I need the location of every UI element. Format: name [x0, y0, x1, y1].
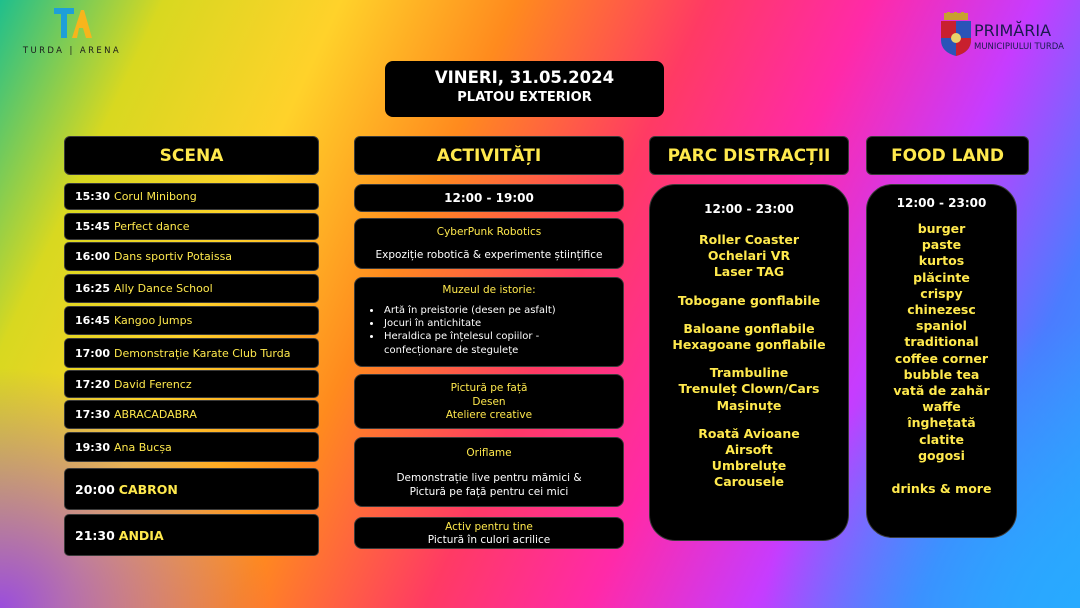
scena-time: 16:45: [75, 314, 111, 327]
parc-group: [650, 232, 848, 281]
food-item: coffee corner: [894, 350, 989, 366]
food-item: paste: [921, 237, 962, 253]
header-parc: PARC DISTRACȚII: [649, 136, 849, 175]
parc-group: [650, 365, 848, 414]
turda-arena-mark-icon: [52, 6, 92, 40]
activity-desc: Pictură în culori acrilice: [427, 534, 551, 546]
food-item: clatite: [919, 431, 964, 447]
scena-row: [64, 370, 319, 398]
primaria-logo: [938, 12, 1068, 64]
scena-name: Demonstrație Karate Club Turda: [114, 346, 291, 360]
parc-group: [650, 293, 848, 309]
attraction: Airsoft: [725, 442, 773, 458]
activity-line: Desen: [472, 395, 506, 408]
food-item: waffe: [922, 399, 961, 415]
header-food: FOOD LAND: [866, 136, 1029, 175]
parc-hours: 12:00 - 23:00: [704, 202, 794, 216]
food-item: bubble tea: [903, 366, 980, 382]
attraction: Mașinuțe: [716, 397, 782, 413]
scena-name: Ally Dance School: [114, 282, 213, 295]
scena-row: [64, 338, 319, 368]
scena-row: [64, 274, 319, 303]
activity-desc: Pictură pe față pentru cei mici: [409, 485, 569, 498]
food-item: spaniol: [916, 318, 967, 334]
muzeu-list: [355, 304, 623, 357]
activity-activ: [354, 517, 624, 549]
list-item: • Heraldica pe înțelesul copiilor -: [382, 330, 623, 343]
activity-desc: Expoziție robotică & experimente științifice: [375, 249, 603, 261]
attraction: Roată Avioane: [698, 425, 800, 441]
activity-line: Pictură pe față: [450, 382, 528, 394]
food-panel: [866, 184, 1017, 538]
scena-time: 17:00: [75, 346, 111, 360]
food-item: kurtos: [918, 253, 965, 269]
attraction: Ochelari VR: [707, 248, 791, 264]
food-item: vată de zahăr: [893, 383, 990, 399]
city-crest-icon: [938, 12, 974, 56]
activity-title: CyberPunk Robotics: [436, 226, 542, 238]
scena-row: [64, 213, 319, 240]
food-item: traditional: [904, 334, 979, 350]
scena-row: [64, 468, 319, 510]
scena-row: [64, 242, 319, 271]
scena-name: CABRON: [118, 481, 178, 497]
activity-title: Activ pentru tine: [445, 521, 533, 533]
scena-row: [64, 306, 319, 335]
scena-name: Dans sportiv Potaissa: [114, 250, 233, 263]
food-item: plăcinte: [913, 269, 970, 285]
activity-muzeu: [354, 277, 624, 367]
parc-group: [650, 321, 848, 353]
scena-row: [64, 183, 319, 210]
event-location: PLATOU EXTERIOR: [457, 90, 592, 105]
turda-arena-logo-text: TURDA | ARENA: [22, 46, 122, 56]
scena-row: [64, 514, 319, 556]
scena-row: [64, 432, 319, 462]
food-item: înghețată: [907, 415, 976, 431]
primaria-title: PRIMĂRIA: [974, 21, 1052, 40]
attraction: Carousele: [714, 474, 784, 490]
activity-title: Muzeul de istorie:: [442, 284, 536, 296]
food-hours: 12:00 - 23:00: [896, 196, 987, 210]
scena-time: 16:00: [75, 250, 111, 263]
scena-time: 15:30: [75, 190, 111, 203]
attraction: Baloane gonflabile: [683, 320, 815, 336]
food-item: chinezesc: [907, 302, 976, 318]
scena-name: Corul Minibong: [114, 190, 197, 203]
attraction: Trambuline: [709, 365, 789, 381]
activity-line: Ateliere creative: [445, 409, 533, 421]
attraction: Tobogane gonflabile: [677, 292, 821, 308]
food-item: crispy: [920, 285, 963, 301]
activity-oriflame: [354, 437, 624, 507]
parc-group: [650, 426, 848, 491]
primaria-subtitle: MUNICIPIULUI TURDA: [974, 42, 1064, 52]
attraction: Laser TAG: [713, 264, 785, 280]
scena-time: 15:45: [75, 220, 111, 233]
list-item: • Jocuri în antichitate: [382, 317, 623, 330]
activity-desc: Demonstrație live pentru mămici &: [396, 472, 582, 484]
scena-time: 17:20: [75, 377, 111, 391]
list-item: confecționare de steguleţe: [384, 344, 519, 356]
food-item: gogosi: [918, 447, 965, 463]
parc-panel: [649, 184, 849, 541]
scena-name: Ana Bucșa: [114, 440, 172, 454]
scena-time: 19:30: [75, 440, 111, 454]
event-date: VINERI, 31.05.2024: [434, 68, 615, 87]
scena-name: Perfect dance: [114, 220, 190, 233]
attraction: Trenuleț Clown/Cars: [678, 381, 820, 397]
activity-cyberpunk: [354, 218, 624, 269]
scena-name: David Ferencz: [114, 377, 192, 391]
list-item: • Artă în preistorie (desen pe asfalt): [382, 304, 623, 317]
turda-arena-logo: [16, 6, 128, 58]
scena-time: 21:30: [75, 527, 115, 543]
header-activitati: ACTIVITĂȚI: [354, 136, 624, 175]
scena-time: 16:25: [75, 282, 111, 295]
scena-name: ANDIA: [118, 527, 164, 543]
attraction: Hexagoane gonflabile: [672, 337, 826, 353]
activitati-hours: 12:00 - 19:00: [354, 184, 624, 212]
food-item: burger: [917, 221, 966, 236]
scena-row: [64, 400, 319, 429]
activity-title: Oriflame: [466, 447, 512, 459]
activity-pictura: [354, 374, 624, 429]
scena-time: 17:30: [75, 408, 111, 421]
attraction: Roller Coaster: [698, 232, 800, 247]
attraction: Umbreluțe: [711, 458, 787, 474]
event-title-box: [385, 61, 664, 117]
scena-time: 20:00: [75, 481, 115, 497]
scena-name: ABRACADABRA: [114, 408, 197, 421]
food-more: drinks & more: [891, 481, 992, 497]
food-list: [867, 221, 1016, 464]
scena-name: Kangoo Jumps: [114, 314, 193, 327]
header-scena: SCENA: [64, 136, 319, 175]
